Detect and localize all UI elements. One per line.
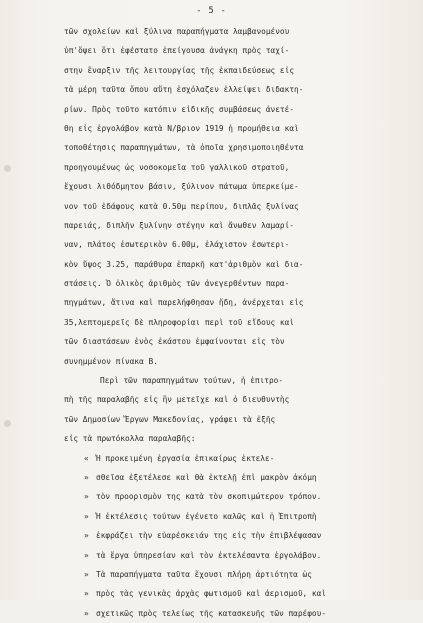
- text-line: [64, 235, 423, 254]
- line-text: πρὸς τὰς γενικὰς ἀρχὰς φωτισμοῦ καὶ ἀερισμοῦ, καὶ: [96, 589, 327, 599]
- quote-mark: »: [84, 569, 89, 579]
- quote-mark: »: [84, 608, 89, 618]
- line-text: τῶν Δημοσίων Ἔργων Μακεδονίας, γράφει τὰ ἑξῆς: [64, 414, 276, 424]
- line-text: νον τοῦ ἐδάφους κατὰ 0.50μ περίπου, διπλᾶς ξυλίνας: [64, 201, 299, 211]
- text-line: [64, 158, 423, 177]
- text-line: [64, 80, 423, 99]
- line-text: στάσεις. Ὁ ὁλικὸς ἀριθμὸς τῶν ἀνεγερθέντων παρα-: [64, 279, 290, 289]
- line-text: Ἡ ἐκτέλεσις τούτων ἐγένετο καλῶς καὶ ἡ Ἐπιτροπὴ: [96, 511, 317, 521]
- quote-mark: «: [84, 453, 89, 463]
- text-line: [64, 449, 423, 468]
- line-text: τὰ ἔργα ὑπηρεσίαν καὶ τὸν ἐκτελέσαντα ἐργολάβον.: [96, 550, 322, 560]
- text-line: [64, 197, 423, 216]
- quote-mark: »: [84, 511, 89, 521]
- text-line: [64, 22, 423, 41]
- line-text: τῶν διαστάσεων ἑνὸς ἑκάστου ἐμφαίνονται εἰς τὸν: [64, 337, 285, 347]
- line-text: Τὰ παραπήγματα ταῦτα ἔχουσι πλήρη ἀρτιότητα ὡς: [96, 569, 312, 579]
- line-text: σχετικῶς πρὸς τελείως τῆς κατασκευῆς τῶν παρέφου-: [96, 608, 327, 618]
- text-line: [64, 293, 423, 312]
- line-text: τὸν προορισμὸν της κατὰ τὸν σκοπιμώτερον τρόπον.: [96, 492, 322, 502]
- line-text: στην ἔναρξιν τῆς λειτουργίας τῆς ἐκπαιδεύσεως εἰς: [64, 65, 295, 75]
- text-line: [64, 352, 423, 371]
- text-line: [64, 487, 423, 506]
- text-line: [64, 565, 423, 584]
- binding-hole: [4, 165, 11, 172]
- line-text: κὸν ὕψος 3.25, παράθυρα ἐπαρκῆ κατ'ἀριθμὸν καὶ δια-: [64, 259, 304, 269]
- line-text: τῶν σχολείων καὶ ξύλινα παραπήγματα λαμβανομένου: [64, 27, 290, 36]
- line-text: παρειάς, διπλῆν ξυλίνην στέγην καὶ ἄνωθεν λαμαρί-: [64, 220, 295, 230]
- quote-mark: »: [84, 550, 89, 560]
- quote-mark: »: [84, 589, 89, 599]
- text-line: [64, 371, 423, 390]
- line-text: σθεῖσα ἐξετέλεσε καὶ θὰ ἐκτελῇ ἐπὶ μακρὸν ἀκόμη: [96, 472, 317, 482]
- text-line: [64, 410, 423, 429]
- line-text: τοποθέτησις παραπηγμάτων, τὰ ὁποῖα χρησιμοποιηθέντα: [64, 143, 304, 153]
- line-text: ναν, πλάτος ἐσωτερικὸν 6.00μ, ἐλάχιστον ἐσωτερι-: [64, 240, 290, 250]
- text-line: [64, 546, 423, 565]
- text-line: [64, 584, 423, 603]
- text-line: [64, 138, 423, 157]
- text-line: [64, 61, 423, 80]
- page-number: - 5 -: [196, 6, 227, 16]
- text-line: [64, 119, 423, 138]
- line-text: θη εἰς ἐργολάβον κατὰ Ν/βριον 1919 ἡ προμήθεια καὶ: [64, 123, 299, 133]
- text-line: [64, 100, 423, 119]
- text-line: [64, 274, 423, 293]
- text-line: [64, 468, 423, 487]
- text-line: [64, 604, 423, 623]
- binding-hole: [4, 420, 11, 427]
- line-text: 35,λεπτομερεῖς δὲ πληροφορίαι περὶ τοῦ εἴδους καὶ: [64, 317, 295, 327]
- line-text: προηγουμένως ὡς νοσοκομεῖα τοῦ γαλλικοῦ στρατοῦ,: [64, 162, 290, 172]
- line-text: Ἡ προκειμένη ἐργασία ἐπικαίρως ἐκτελε-: [96, 453, 275, 463]
- text-line: [64, 216, 423, 235]
- line-text: τὰ μέρη ταῦτα ὅπου αὕτη ἐσχόλαζεν ἐλλείψει διδακτη-: [64, 85, 304, 95]
- quote-mark: »: [84, 472, 89, 482]
- quote-mark: »: [84, 492, 89, 502]
- text-line: [64, 332, 423, 351]
- line-text: Περὶ τῶν παραπηγμάτων τούτων, ἡ ἐπιτρο-: [100, 376, 284, 386]
- line-text: ὑπ'ὄψει ὅτι ἐφέστατο ἐπείγουσα ἀνάγκη πρὸς ταχί-: [64, 46, 290, 56]
- text-line: [64, 255, 423, 274]
- text-line: [64, 177, 423, 196]
- line-text: ἔχουσι λιθόδμητον βάσιν, ξύλινον πάτωμα ὑπερκείμε-: [64, 182, 299, 192]
- text-line: [64, 390, 423, 409]
- text-line: [64, 526, 423, 545]
- quote-mark: »: [84, 531, 89, 541]
- line-text: πηγμάτων, ἅτινα καὶ παρελήφθησαν ἤδη, ἀνέρχεται εἰς: [64, 298, 304, 308]
- text-line: [64, 507, 423, 526]
- line-text: συνημμένον πίνακα Β.: [64, 356, 158, 366]
- line-text: πὴ τῆς παραλαβῆς εἰς ἣν μετεῖχε καὶ ὁ διευθυντὴς: [64, 395, 290, 405]
- line-text: εἰς τὰ πρωτόκολλα παραλαβῆς:: [64, 434, 196, 444]
- line-text: ἐκφράζει τὴν εὐαρέσκειάν της εἰς τὴν ἐπιβλέψασαν: [96, 531, 322, 541]
- document-body: [64, 22, 423, 623]
- text-line: [64, 41, 423, 60]
- text-line: [64, 429, 423, 448]
- line-text: ρίων. Πρὸς τοῦτο κατόπιν εἰδικῆς συμβάσεως ἀνετέ-: [64, 104, 295, 114]
- text-line: [64, 313, 423, 332]
